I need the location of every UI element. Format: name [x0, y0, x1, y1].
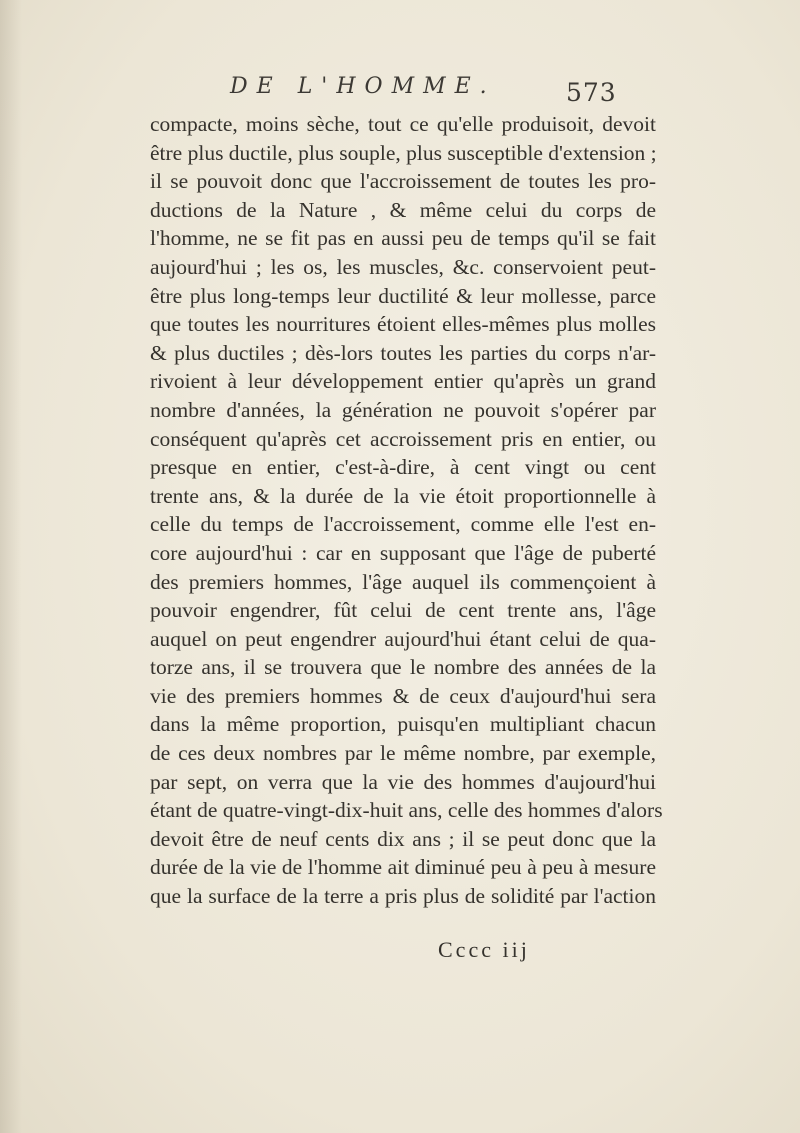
text-line: durée de la vie de l'homme ait diminué peu à peu à mesure — [150, 855, 656, 880]
signature-mark: Cccc iij — [438, 937, 530, 962]
text-line: compacte, moins sèche, tout ce qu'elle produisoit, devoit — [150, 112, 656, 136]
text-line: des premiers hommes, l'âge auquel ils commençoient à — [150, 569, 656, 594]
text-line: core aujourd'hui : car en supposant que l'âge de puberté — [150, 540, 656, 565]
text-line: celle du temps de l'accroissement, comme elle l'est en- — [150, 512, 656, 537]
text-line: rivoient à leur développement entier qu'après un grand — [150, 369, 656, 394]
page-gutter-shadow — [0, 0, 22, 1133]
text-line: vie des premiers hommes & de ceux d'aujourd'hui sera — [150, 683, 656, 708]
text-line: étant de quatre-vingt-dix-huit ans, celle des hommes d'alors — [150, 798, 663, 823]
text-line: torze ans, il se trouvera que le nombre des années de la — [150, 655, 656, 680]
text-line: dans la même proportion, puisqu'en multipliant chacun — [150, 712, 656, 737]
body-text — [150, 110, 663, 911]
running-head: DE L'HOMME. — [230, 74, 496, 99]
text-line: & plus ductiles ; dès-lors toutes les parties du corps n'ar- — [150, 340, 656, 365]
text-line: de ces deux nombres par le même nombre, par exemple, — [150, 741, 656, 766]
text-line: nombre d'années, la génération ne pouvoit s'opérer par — [150, 397, 656, 422]
text-line: être plus ductile, plus souple, plus susceptible d'extension ; — [150, 140, 657, 165]
text-line: l'homme, ne se fit pas en aussi peu de temps qu'il se fait — [150, 226, 656, 251]
text-line: trente ans, & la durée de la vie étoit proportionnelle à — [150, 483, 656, 508]
text-line: devoit être de neuf cents dix ans ; il se peut donc que la — [150, 826, 656, 851]
page-number: 573 — [566, 78, 617, 107]
text-line: que toutes les nourritures étoient elles-mêmes plus molles — [150, 312, 656, 337]
text-line: par sept, on verra que la vie des hommes d'aujourd'hui — [150, 769, 656, 794]
text-line: presque en entier, c'est-à-dire, à cent vingt ou cent — [150, 455, 656, 480]
text-line: auquel on peut engendrer aujourd'hui étant celui de qua- — [150, 626, 656, 651]
text-line: que la surface de la terre a pris plus de solidité par l'action — [150, 884, 656, 909]
text-line: pouvoir engendrer, fût celui de cent trente ans, l'âge — [150, 598, 656, 623]
text-line: être plus long-temps leur ductilité & leur mollesse, parce — [150, 283, 656, 308]
text-line: conséquent qu'après cet accroissement pris en entier, ou — [150, 426, 656, 451]
text-line: ductions de la Nature , & même celui du corps de — [150, 197, 656, 222]
text-line: il se pouvoit donc que l'accroissement de toutes les pro- — [150, 169, 656, 194]
text-line: aujourd'hui ; les os, les muscles, &c. conservoient peut- — [150, 254, 656, 279]
